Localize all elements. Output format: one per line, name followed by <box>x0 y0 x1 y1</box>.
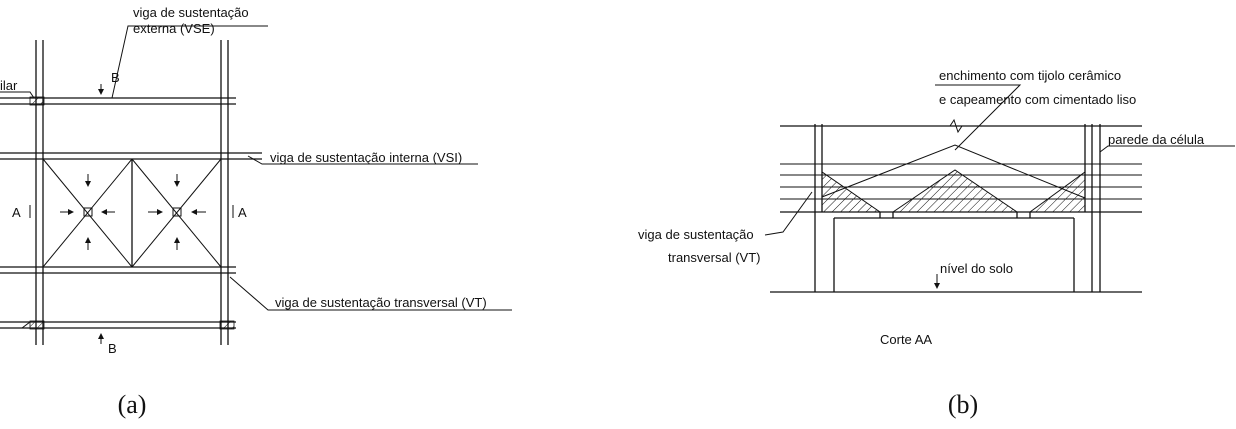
label-wall: parede da célula <box>1108 132 1205 147</box>
internal-beam <box>0 153 262 159</box>
section-a-right-label: A <box>238 205 247 220</box>
label-vse-line2: externa (VSE) <box>133 21 215 36</box>
section-a-left-label: A <box>12 205 21 220</box>
section-marker-b-bottom <box>101 334 117 356</box>
label-vt-b-line1: viga de sustentação <box>638 227 754 242</box>
leader-pilar-bottom <box>0 322 30 328</box>
section-marker-a-right <box>233 205 247 220</box>
label-vsi: viga de sustentação interna (VSI) <box>270 150 463 165</box>
section-marker-a-left <box>12 205 30 220</box>
panel-b-section <box>638 68 1235 419</box>
section-b-bottom-label: B <box>108 341 117 356</box>
label-fill-line1: enchimento com tijolo cerâmico <box>939 68 1122 83</box>
leader-vt-b <box>765 192 812 235</box>
label-vt: viga de sustentação transversal (VT) <box>275 295 487 310</box>
top-slab <box>780 120 1142 132</box>
label-fill-line2: e capeamento com cimentado liso <box>939 92 1137 107</box>
section-title <box>880 332 932 347</box>
section-title-name: AA <box>914 332 933 347</box>
hatched-fill <box>822 170 1085 212</box>
label-vt-b-line2: transversal (VT) <box>668 250 761 265</box>
section-title-prefix: Corte <box>880 332 912 347</box>
panel-a-plan <box>0 5 512 419</box>
section-b-top-label: B <box>111 70 120 85</box>
caption-a: (a) <box>117 390 147 419</box>
label-vse-line1: viga de sustentação <box>133 5 249 20</box>
flow-arrows-left <box>60 174 115 250</box>
label-pilar: ilar <box>0 78 18 93</box>
label-ground: nível do solo <box>940 261 1013 276</box>
ground-block <box>834 212 1074 292</box>
leader-vse <box>112 26 268 98</box>
caption-b: (b) <box>947 390 979 419</box>
section-marker-b-top <box>101 70 120 94</box>
